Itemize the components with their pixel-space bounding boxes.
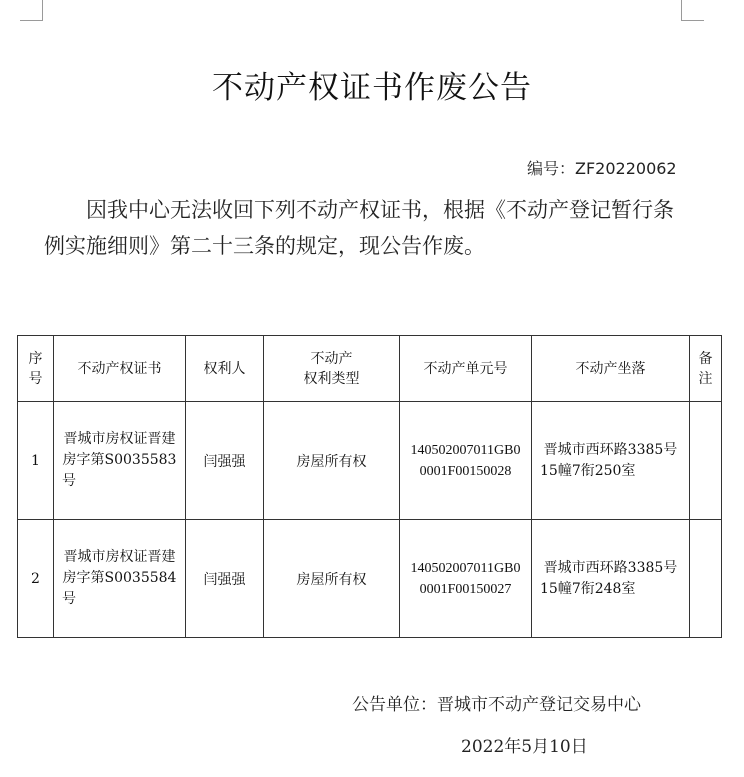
page-corner-mark-right <box>681 0 704 21</box>
cell-remark <box>690 520 722 638</box>
cell-unit-number: 140502007011GB00001F00150027 <box>400 520 532 638</box>
issuing-unit: 公告单位：晋城市不动产登记交易中心 <box>352 695 641 715</box>
page-corner-mark-left <box>20 0 43 21</box>
cell-owner: 闫强强 <box>186 402 264 520</box>
table-header-row <box>18 336 722 402</box>
table-row <box>18 520 722 638</box>
cell-remark <box>690 402 722 520</box>
issue-date: 2022年5月10日 <box>461 737 588 757</box>
header-owner: 权利人 <box>186 336 264 402</box>
cell-index: 2 <box>18 520 54 638</box>
cell-location: 晋城市西环路3385号15幢7衔250室 <box>532 402 690 520</box>
header-unit-number: 不动产单元号 <box>400 336 532 402</box>
header-remark: 备 注 <box>690 336 722 402</box>
cell-location: 晋城市西环路3385号15幢7衔248室 <box>532 520 690 638</box>
header-index: 序 号 <box>18 336 54 402</box>
document-number: 编号：ZF20220062 <box>527 159 677 178</box>
cell-right-type: 房屋所有权 <box>264 402 400 520</box>
cell-index: 1 <box>18 402 54 520</box>
cell-right-type: 房屋所有权 <box>264 520 400 638</box>
header-right-type: 不动产 权利类型 <box>264 336 400 402</box>
cell-certificate: 晋城市房权证晋建房字第S0035584号 <box>54 520 186 638</box>
page-title: 不动产权证书作废公告 <box>212 70 532 106</box>
cell-unit-number: 140502007011GB00001F00150028 <box>400 402 532 520</box>
header-certificate: 不动产权证书 <box>54 336 186 402</box>
cell-owner: 闫强强 <box>186 520 264 638</box>
certificate-table <box>17 335 722 638</box>
announcement-paragraph: 因我中心无法收回下列不动产权证书，根据《不动产登记暂行条例实施细则》第二十三条的规定，现公告作废。 <box>44 198 674 258</box>
header-location: 不动产坐落 <box>532 336 690 402</box>
table-row <box>18 402 722 520</box>
cell-certificate: 晋城市房权证晋建房字第S0035583号 <box>54 402 186 520</box>
